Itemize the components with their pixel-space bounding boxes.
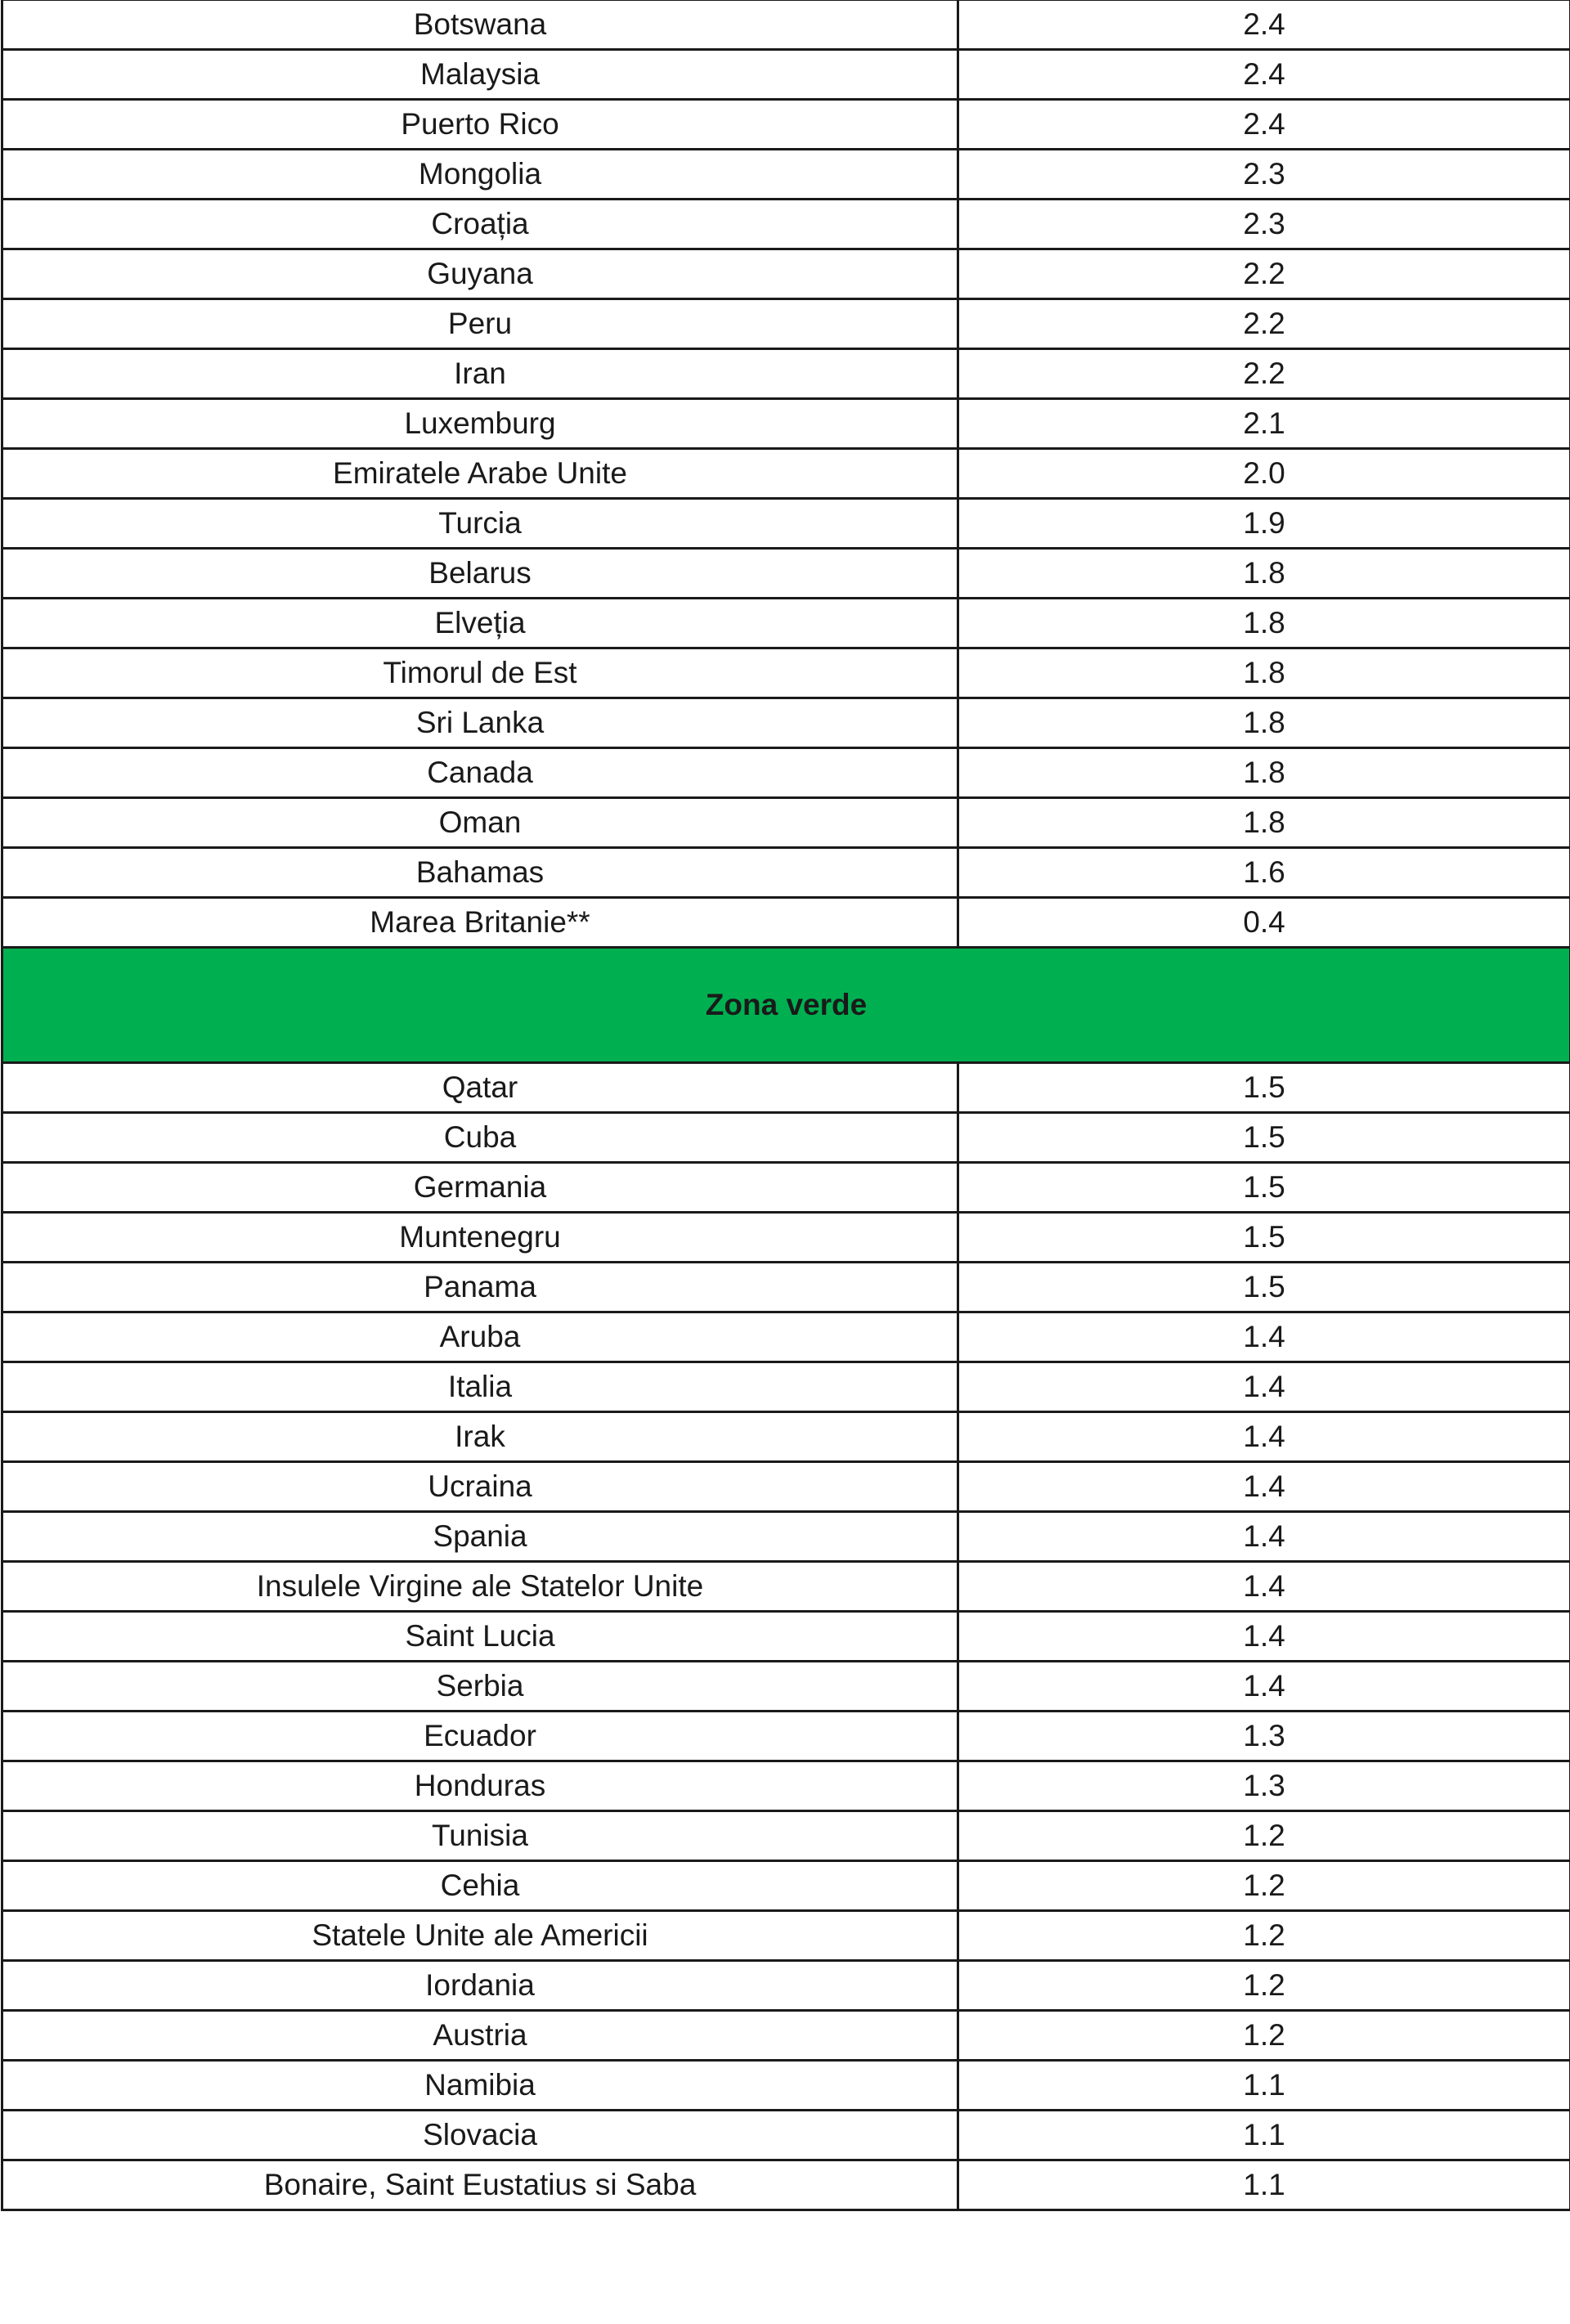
country-cell: Botswana xyxy=(2,0,958,50)
country-cell: Statele Unite ale Americii xyxy=(2,1911,958,1961)
table-row xyxy=(2,1263,1570,1312)
value-cell: 1.9 xyxy=(958,499,1570,549)
table-row xyxy=(2,0,1570,50)
table-row xyxy=(2,499,1570,549)
country-cell: Belarus xyxy=(2,549,958,599)
table-row xyxy=(2,2160,1570,2210)
table-row xyxy=(2,698,1570,748)
table-row xyxy=(2,1712,1570,1761)
value-cell: 1.4 xyxy=(958,1512,1570,1562)
country-cell: Oman xyxy=(2,798,958,848)
section-title: Zona verde xyxy=(2,948,1570,1063)
country-cell: Malaysia xyxy=(2,50,958,100)
country-cell: Ecuador xyxy=(2,1712,958,1761)
table-row xyxy=(2,1163,1570,1213)
value-cell: 1.8 xyxy=(958,748,1570,798)
table-row xyxy=(2,399,1570,449)
table-row xyxy=(2,898,1570,948)
country-cell: Bonaire, Saint Eustatius si Saba xyxy=(2,2160,958,2210)
value-cell: 1.8 xyxy=(958,698,1570,748)
value-cell: 1.5 xyxy=(958,1113,1570,1163)
value-cell: 1.3 xyxy=(958,1761,1570,1811)
table-row xyxy=(2,150,1570,200)
country-cell: Italia xyxy=(2,1362,958,1412)
table-row xyxy=(2,1761,1570,1811)
value-cell: 1.2 xyxy=(958,1961,1570,2011)
country-cell: Bahamas xyxy=(2,848,958,898)
country-cell: Sri Lanka xyxy=(2,698,958,748)
country-incidence-table xyxy=(1,0,1570,2211)
value-cell: 1.2 xyxy=(958,2011,1570,2061)
value-cell: 1.4 xyxy=(958,1562,1570,1612)
country-cell: Peru xyxy=(2,299,958,349)
table-row xyxy=(2,299,1570,349)
country-cell: Panama xyxy=(2,1263,958,1312)
country-cell: Austria xyxy=(2,2011,958,2061)
country-cell: Turcia xyxy=(2,499,958,549)
red-zone-rows xyxy=(2,0,1570,948)
table-row xyxy=(2,848,1570,898)
table-row xyxy=(2,1662,1570,1712)
country-cell: Slovacia xyxy=(2,2111,958,2160)
table-row xyxy=(2,648,1570,698)
country-cell: Guyana xyxy=(2,249,958,299)
value-cell: 2.3 xyxy=(958,150,1570,200)
value-cell: 2.0 xyxy=(958,449,1570,499)
country-cell: Saint Lucia xyxy=(2,1612,958,1662)
country-cell: Aruba xyxy=(2,1312,958,1362)
value-cell: 2.2 xyxy=(958,249,1570,299)
value-cell: 2.1 xyxy=(958,399,1570,449)
table-row xyxy=(2,1961,1570,2011)
value-cell: 1.4 xyxy=(958,1462,1570,1512)
table-row xyxy=(2,449,1570,499)
table-row xyxy=(2,1462,1570,1512)
table-row xyxy=(2,100,1570,150)
table-row xyxy=(2,549,1570,599)
value-cell: 1.5 xyxy=(958,1213,1570,1263)
value-cell: 1.4 xyxy=(958,1662,1570,1712)
country-cell: Iran xyxy=(2,349,958,399)
country-cell: Iordania xyxy=(2,1961,958,2011)
country-cell: Timorul de Est xyxy=(2,648,958,698)
value-cell: 1.4 xyxy=(958,1312,1570,1362)
value-cell: 2.2 xyxy=(958,349,1570,399)
value-cell: 0.4 xyxy=(958,898,1570,948)
value-cell: 1.6 xyxy=(958,848,1570,898)
section-header-row xyxy=(2,948,1570,1063)
table-row xyxy=(2,1312,1570,1362)
table-row xyxy=(2,1412,1570,1462)
table-row xyxy=(2,748,1570,798)
value-cell: 2.4 xyxy=(958,0,1570,50)
green-zone-rows xyxy=(2,1063,1570,2210)
country-cell: Luxemburg xyxy=(2,399,958,449)
table-row xyxy=(2,50,1570,100)
table-row xyxy=(2,1612,1570,1662)
table-row xyxy=(2,1911,1570,1961)
table-row xyxy=(2,1362,1570,1412)
country-cell: Emiratele Arabe Unite xyxy=(2,449,958,499)
country-cell: Elveția xyxy=(2,599,958,648)
value-cell: 2.2 xyxy=(958,299,1570,349)
country-cell: Germania xyxy=(2,1163,958,1213)
value-cell: 1.1 xyxy=(958,2061,1570,2111)
table-row xyxy=(2,2111,1570,2160)
country-cell: Namibia xyxy=(2,2061,958,2111)
table-row xyxy=(2,599,1570,648)
country-cell: Cuba xyxy=(2,1113,958,1163)
country-cell: Puerto Rico xyxy=(2,100,958,150)
value-cell: 1.4 xyxy=(958,1362,1570,1412)
table-row xyxy=(2,1811,1570,1861)
table-row xyxy=(2,349,1570,399)
green-zone-section xyxy=(2,948,1570,1063)
table-row xyxy=(2,1213,1570,1263)
country-cell: Muntenegru xyxy=(2,1213,958,1263)
value-cell: 1.8 xyxy=(958,798,1570,848)
value-cell: 1.4 xyxy=(958,1612,1570,1662)
value-cell: 1.1 xyxy=(958,2160,1570,2210)
value-cell: 2.3 xyxy=(958,200,1570,249)
table-row xyxy=(2,798,1570,848)
value-cell: 2.4 xyxy=(958,50,1570,100)
value-cell: 1.3 xyxy=(958,1712,1570,1761)
country-cell: Serbia xyxy=(2,1662,958,1712)
table-row xyxy=(2,249,1570,299)
country-cell: Irak xyxy=(2,1412,958,1462)
value-cell: 1.2 xyxy=(958,1811,1570,1861)
value-cell: 1.8 xyxy=(958,648,1570,698)
table-row xyxy=(2,1861,1570,1911)
country-cell: Spania xyxy=(2,1512,958,1562)
value-cell: 1.5 xyxy=(958,1263,1570,1312)
country-cell: Marea Britanie** xyxy=(2,898,958,948)
value-cell: 1.5 xyxy=(958,1063,1570,1113)
value-cell: 1.8 xyxy=(958,599,1570,648)
country-cell: Croația xyxy=(2,200,958,249)
country-cell: Honduras xyxy=(2,1761,958,1811)
table-row xyxy=(2,1063,1570,1113)
table-row xyxy=(2,1113,1570,1163)
country-cell: Cehia xyxy=(2,1861,958,1911)
table-row xyxy=(2,1512,1570,1562)
country-cell: Canada xyxy=(2,748,958,798)
value-cell: 1.4 xyxy=(958,1412,1570,1462)
table-row xyxy=(2,2011,1570,2061)
table-row xyxy=(2,200,1570,249)
value-cell: 1.1 xyxy=(958,2111,1570,2160)
country-cell: Tunisia xyxy=(2,1811,958,1861)
country-cell: Qatar xyxy=(2,1063,958,1113)
value-cell: 1.2 xyxy=(958,1861,1570,1911)
value-cell: 2.4 xyxy=(958,100,1570,150)
table-row xyxy=(2,1562,1570,1612)
value-cell: 1.8 xyxy=(958,549,1570,599)
value-cell: 1.2 xyxy=(958,1911,1570,1961)
country-cell: Insulele Virgine ale Statelor Unite xyxy=(2,1562,958,1612)
table-row xyxy=(2,2061,1570,2111)
country-cell: Mongolia xyxy=(2,150,958,200)
country-cell: Ucraina xyxy=(2,1462,958,1512)
value-cell: 1.5 xyxy=(958,1163,1570,1213)
